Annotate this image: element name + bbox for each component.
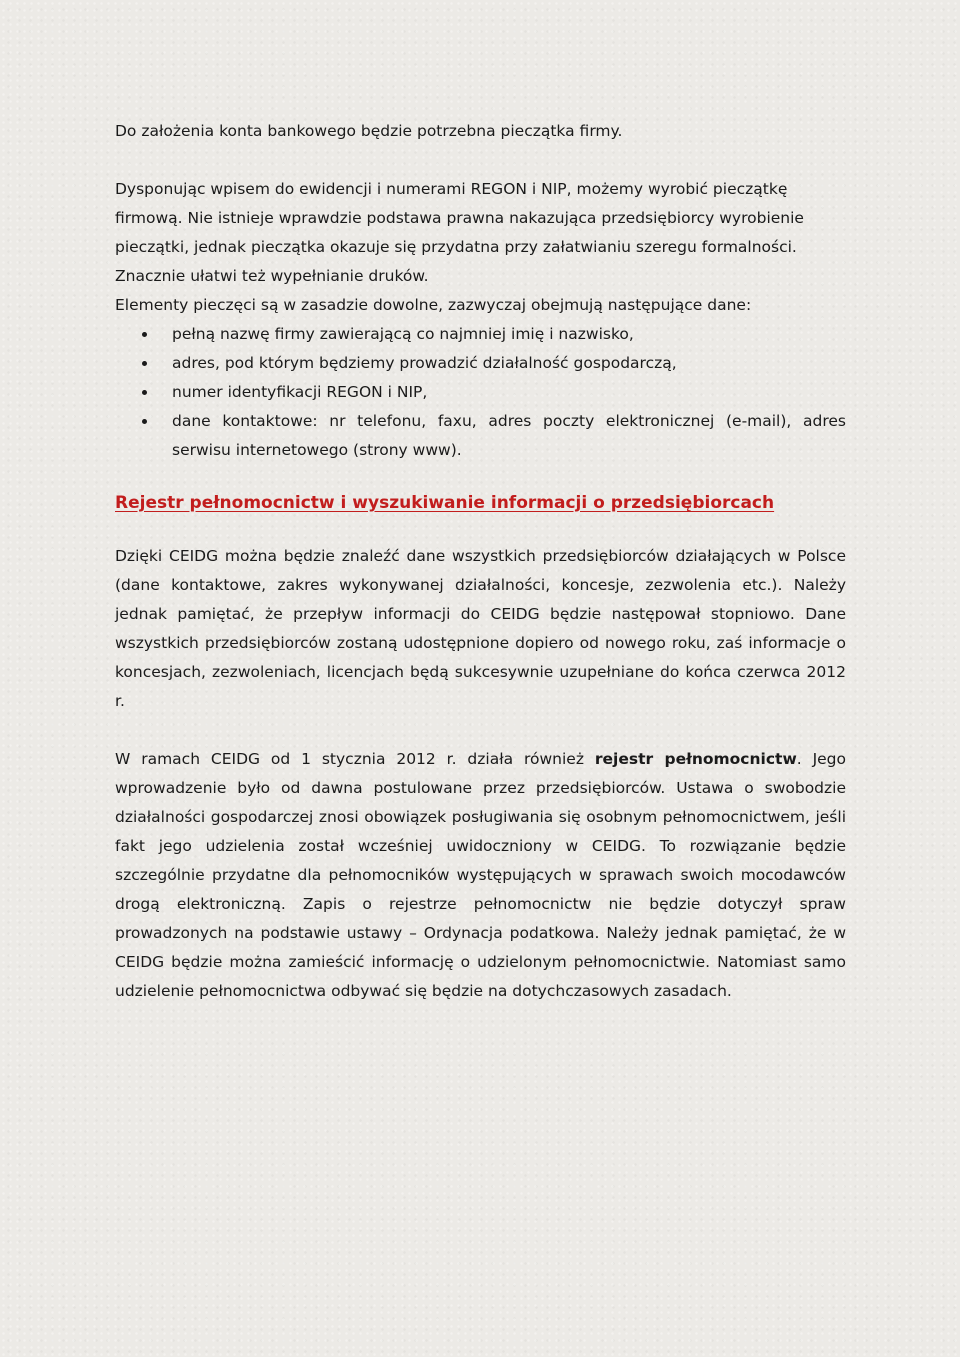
power-of-attorney-paragraph bbox=[115, 745, 846, 1006]
intro-paragraph-registration: Dysponując wpisem do ewidencji i numerami REGON i NIP, możemy wyrobić pieczątkę firmową. Nie istnieje wprawdzie podstawa prawna nakazująca przedsiębiorcy wyrobienie pieczątki, jednak pieczątka okazuje się przydatna przy załatwianiu szeregu formalności. Znacznie ułatwi też wypełnianie druków. bbox=[115, 180, 804, 285]
bullet-icon bbox=[142, 332, 147, 337]
bullet-icon bbox=[142, 390, 147, 395]
ceidg-paragraph: Dzięki CEIDG można będzie znaleźć dane wszystkich przedsiębiorców działających w Polsce (dane kontaktowe, zakres wykonywanej działalności, koncesje, zezwolenia etc.). Należy jednak pamiętać, że przepływ informacji do CEIDG będzie następował stopniowo. Dane wszystkich przedsiębiorców zostaną udostępnione dopiero od nowego roku, zaś informacje o koncesjach, zezwoleniach, licencjach będą sukcesywnie uzupełniane do końca czerwca 2012 r. bbox=[115, 547, 846, 710]
bullet-icon bbox=[142, 419, 147, 424]
emphasis-registry: rejestr pełnomocnictw bbox=[594, 750, 797, 768]
list-item bbox=[115, 407, 846, 465]
list-item bbox=[115, 378, 846, 407]
list-item-text: adres, pod którym będziemy prowadzić działalność gospodarczą, bbox=[172, 354, 677, 372]
list-item-text: numer identyfikacji REGON i NIP, bbox=[172, 383, 428, 401]
document-page bbox=[115, 117, 846, 1006]
list-item bbox=[115, 349, 846, 378]
list-item-text: pełną nazwę firmy zawierającą co najmniej imię i nazwisko, bbox=[172, 325, 634, 343]
bullet-icon bbox=[142, 361, 147, 366]
stamp-elements-list bbox=[115, 320, 846, 465]
paragraph-text-start: W ramach CEIDG od 1 stycznia 2012 r. działa również bbox=[115, 750, 595, 768]
list-item bbox=[115, 320, 846, 349]
section-heading: Rejestr pełnomocnictw i wyszukiwanie informacji o przedsiębiorcach bbox=[115, 493, 775, 513]
list-item-text: dane kontaktowe: nr telefonu, faxu, adres poczty elektronicznej (e-mail), adres serwisu internetowego (strony www). bbox=[172, 412, 846, 459]
intro-paragraph-stamp: Do założenia konta bankowego będzie potrzebna pieczątka firmy. bbox=[115, 122, 623, 140]
paragraph-text-end: . Jego wprowadzenie było od dawna postulowane przez przedsiębiorców. Ustawa o swobodzie działalności gospodarczej znosi obowiązek posługiwania się osobnym pełnomocnictwem, jeśli fakt jego udzielenia został wcześniej uwidoczniony w CEIDG. To rozwiązanie będzie szczególnie przydatne dla pełnomocników występujących w sprawach swoich mocodawców drogą elektroniczną. Zapis o rejestrze pełnomocnictw nie będzie dotyczył spraw prowadzonych na podstawie ustawy – Ordynacja podatkowa. Należy jednak pamiętać, że w CEIDG będzie można zamieścić informację o udzielonym pełnomocnictwie. Natomiast samo udzielenie pełnomocnictwa odbywać się będzie na dotychczasowych zasadach. bbox=[115, 750, 846, 1000]
intro-paragraph-stamp-elements: Elementy pieczęci są w zasadzie dowolne, zazwyczaj obejmują następujące dane: bbox=[115, 296, 752, 314]
